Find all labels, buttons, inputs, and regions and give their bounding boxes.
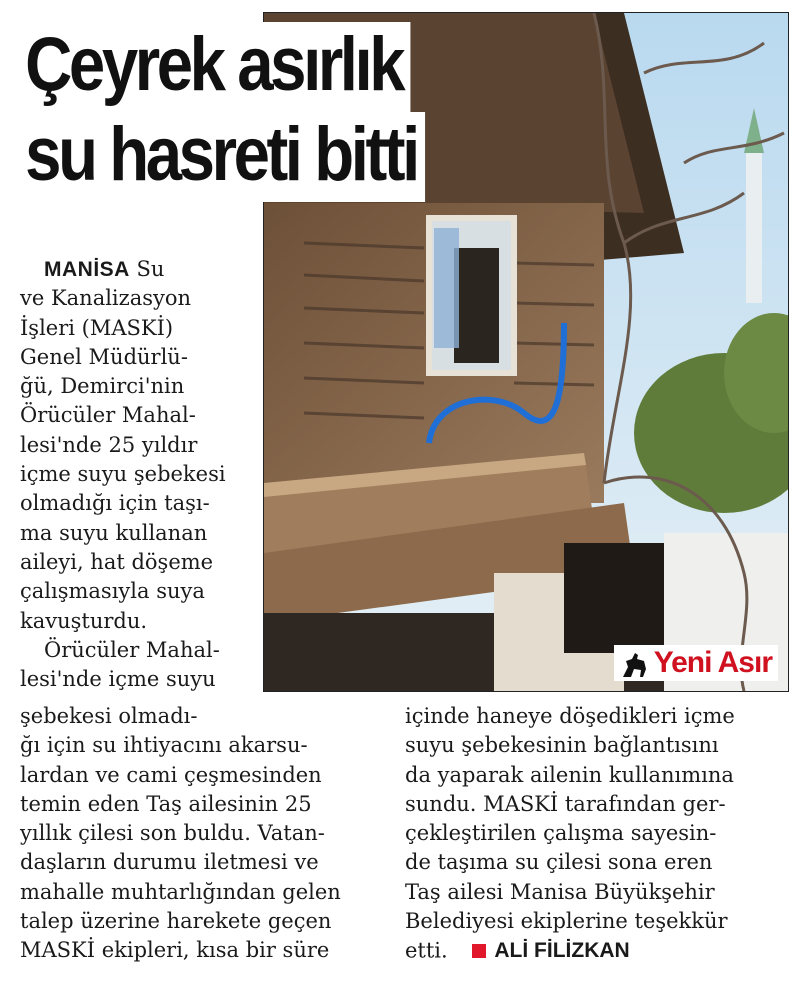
text-line: yıllık çilesi son buldu. Vatan- [20,821,325,846]
text-line: talep üzerine harekete geçen [20,909,332,934]
text-line: içme suyu şebekesi [20,462,226,487]
dateline: MANİSA [44,258,130,281]
text-line: ma suyu kullanan [20,520,208,545]
text-line: Genel Müdürlü- [20,344,188,369]
brand-watermark [614,645,778,681]
text-line: İşleri (MASKİ) [20,315,174,340]
article-column-left-bottom [20,702,378,966]
text-line: Belediyesi ekiplerine teşekkür [405,909,728,934]
text-line: ve Kanalizasyon [20,286,192,311]
text-line: kavuşturdu. [20,608,148,633]
brand-name: Yeni Asır [653,646,772,679]
text-line: Örücüler Mahal- [20,403,196,428]
author-name: ALİ FİLİZKAN [494,939,630,963]
text-line: Taş ailesi Manisa Büyükşehir [405,879,715,904]
text-line: aileyi, hat döşeme [20,549,214,574]
text-line: da yaparak ailenin kullanımına [405,762,734,787]
text-line: temin eden Taş ailesinin 25 [20,791,312,816]
author-signoff [472,936,629,965]
text-line: MASKİ ekipleri, kısa bir süre [20,938,330,963]
article-column-left [20,255,252,694]
text-line: lardan ve cami çeşmesinden [20,762,322,787]
text-line: daşların durumu iletmesi ve [20,850,319,875]
headline-line-2: su hasreti bitti [20,112,425,202]
text-line: etti. [405,939,448,964]
text-line: lesi'nde içme suyu [20,667,216,692]
text-line: ğı için su ihtiyacını akarsu- [20,733,308,758]
text-line: çalışmasıyla suya [20,579,205,604]
lead-paragraph [20,255,252,636]
text-line: mahalle muhtarlığından gelen [20,879,341,904]
text-line: çekleştirilen çalışma sayesin- [405,821,717,846]
headline [20,22,425,202]
second-paragraph [20,636,252,695]
text-line: olmadığı için taşı- [20,491,210,516]
article-column-right [405,702,780,966]
text-line: ğü, Demirci'nin [20,374,185,399]
horse-rider-logo-icon [620,649,650,679]
red-square-icon [472,944,486,958]
text-line: sundu. MASKİ tarafından ger- [405,791,726,816]
text-line: Su [136,257,165,281]
text-line: suyu şebekesinin bağlantısını [405,733,719,758]
headline-line-1: Çeyrek asırlık [20,22,411,112]
text-line: lesi'nde 25 yıldır [20,432,198,457]
text-line: de taşıma su çilesi sona eren [405,850,713,875]
text-line: Örücüler Mahal- [44,637,220,662]
text-line: içinde haneye döşedikleri içme [405,704,735,728]
text-line: şebekesi olmadı- [20,704,198,728]
